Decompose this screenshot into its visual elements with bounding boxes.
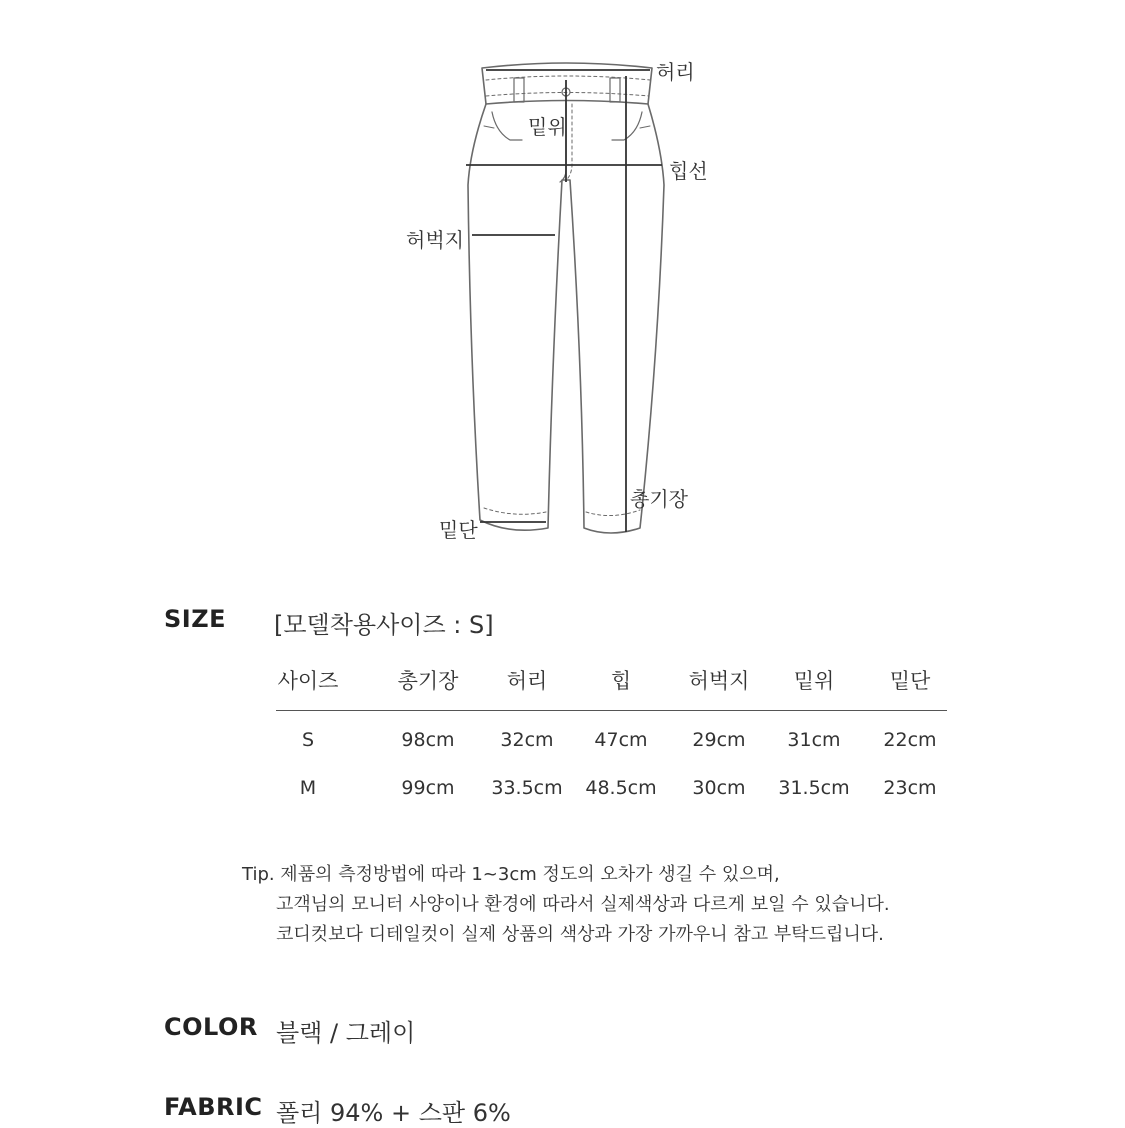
table-header-divider (276, 710, 947, 711)
pants-diagram (0, 0, 1125, 560)
th-size: 사이즈 (277, 669, 339, 693)
color-value: 블랙 / 그레이 (276, 1019, 416, 1047)
label-hip: 힙선 (669, 159, 708, 183)
color-title: COLOR (164, 1013, 258, 1041)
cell-waist: 33.5cm (491, 777, 563, 799)
th-hip: 힙 (610, 669, 632, 693)
label-rise: 밑위 (528, 115, 567, 139)
label-hem: 밑단 (439, 518, 478, 542)
fabric-title: FABRIC (164, 1093, 263, 1121)
label-waist: 허리 (656, 60, 695, 84)
th-hem: 밑단 (889, 669, 931, 693)
cell-length: 99cm (401, 777, 455, 799)
label-thigh: 허벅지 (406, 228, 464, 252)
cell-thigh: 30cm (692, 777, 746, 799)
cell-waist: 32cm (500, 729, 554, 751)
cell-size: S (301, 729, 315, 751)
model-size-note: [모델착용사이즈 : S] (274, 611, 494, 639)
cell-size: M (299, 777, 317, 799)
cell-hip: 48.5cm (585, 777, 657, 799)
tip-line-3: 코디컷보다 디테일컷이 실제 상품의 색상과 가장 가까우니 참고 부탁드립니다. (276, 924, 884, 945)
fabric-value: 폴리 94% + 스판 6% (276, 1099, 511, 1127)
th-rise: 밑위 (793, 669, 835, 693)
cell-hem: 22cm (883, 729, 937, 751)
th-waist: 허리 (506, 669, 548, 693)
size-title: SIZE (164, 605, 227, 633)
cell-hip: 47cm (594, 729, 648, 751)
cell-thigh: 29cm (692, 729, 746, 751)
tip-line-1: Tip. 제품의 측정방법에 따라 1~3cm 정도의 오차가 생길 수 있으며, (242, 864, 780, 885)
label-length: 총기장 (630, 487, 688, 511)
cell-hem: 23cm (883, 777, 937, 799)
th-length: 총기장 (397, 669, 459, 693)
cell-length: 98cm (401, 729, 455, 751)
cell-rise: 31.5cm (778, 777, 850, 799)
cell-rise: 31cm (787, 729, 841, 751)
th-thigh: 허벅지 (688, 669, 750, 693)
tip-line-2: 고객님의 모니터 사양이나 환경에 따라서 실제색상과 다르게 보일 수 있습니다. (276, 894, 890, 915)
